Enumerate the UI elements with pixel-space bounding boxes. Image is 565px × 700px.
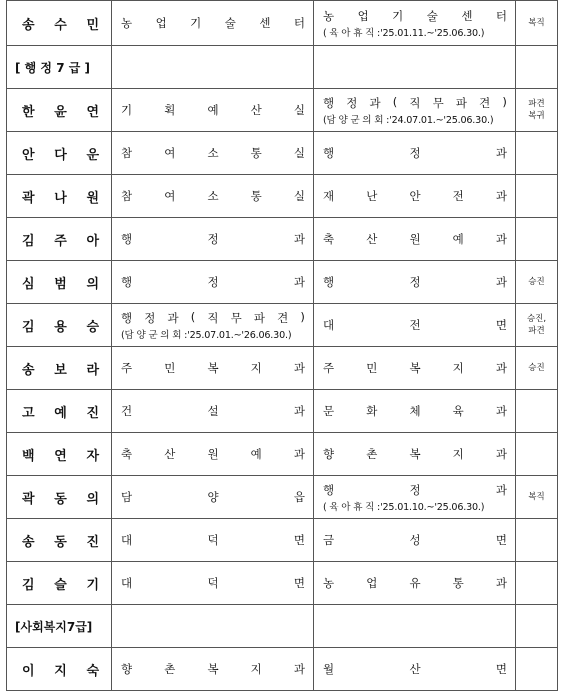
empty-cell xyxy=(516,605,558,648)
name-cell xyxy=(7,132,112,175)
table-row xyxy=(7,648,558,691)
new-post: 행 정 과 ( 직 무 파 견 ) xyxy=(121,309,305,325)
new-post-cell xyxy=(112,132,314,175)
person-name: 백 연 자 xyxy=(22,448,99,464)
old-post: 금 성 면 xyxy=(323,533,507,547)
person-name: 송 동 진 xyxy=(22,534,99,550)
name-cell xyxy=(7,1,112,46)
old-post-cell xyxy=(314,132,516,175)
person-name: 송 수 민 xyxy=(22,17,99,33)
person-name: 안 다 운 xyxy=(22,147,99,163)
name-cell xyxy=(7,218,112,261)
old-post: 행 정 과 xyxy=(323,482,507,497)
empty-cell xyxy=(516,46,558,89)
old-post: 향 촌 복 지 과 xyxy=(323,447,507,461)
note-cell xyxy=(516,1,558,46)
new-post: 향 촌 복 지 과 xyxy=(121,662,305,676)
new-post: 기 획 예 산 실 xyxy=(121,103,305,117)
new-post-cell xyxy=(112,390,314,433)
old-post-detail: (담 양 군 의 회 :'24.07.01.~'25.06.30.) xyxy=(323,114,494,126)
person-name: 이 지 숙 xyxy=(22,663,99,679)
old-post-cell xyxy=(314,347,516,390)
name-cell xyxy=(7,390,112,433)
old-post-cell xyxy=(314,89,516,132)
name-cell xyxy=(7,562,112,605)
name-cell xyxy=(7,433,112,476)
old-post: 행 정 과 xyxy=(323,275,507,289)
old-post: 농 업 기 술 센 터 xyxy=(323,8,507,23)
old-post-cell xyxy=(314,519,516,562)
new-post: 주 민 복 지 과 xyxy=(121,361,305,375)
new-post-cell xyxy=(112,648,314,691)
name-cell xyxy=(7,347,112,390)
table-row xyxy=(7,433,558,476)
old-post: 축 산 원 예 과 xyxy=(323,232,507,246)
empty-cell xyxy=(112,605,314,648)
new-post: 담 양 읍 xyxy=(121,490,305,504)
old-post-cell xyxy=(314,304,516,347)
person-name: 송 보 라 xyxy=(22,362,99,378)
table-row xyxy=(7,89,558,132)
old-post: 월 산 면 xyxy=(323,662,507,676)
note-text: 승진 xyxy=(528,277,545,287)
old-post-detail: ( 육 아 휴 직 :'25.01.10.~'25.06.30.) xyxy=(323,501,485,513)
note-cell xyxy=(516,433,558,476)
old-post: 재 난 안 전 과 xyxy=(323,189,507,203)
name-cell xyxy=(7,304,112,347)
person-name: 한 윤 연 xyxy=(22,104,99,120)
table-row xyxy=(7,562,558,605)
new-post-cell xyxy=(112,347,314,390)
note-text: 복직 xyxy=(528,492,545,502)
new-post: 대 덕 면 xyxy=(121,576,305,590)
table-row xyxy=(7,218,558,261)
new-post: 대 덕 면 xyxy=(121,533,305,547)
table-row xyxy=(7,476,558,519)
person-name: 김 슬 기 xyxy=(22,577,99,593)
note-cell xyxy=(516,347,558,390)
new-post-cell xyxy=(112,476,314,519)
new-post: 농 업 기 술 센 터 xyxy=(121,16,305,30)
old-post-cell xyxy=(314,175,516,218)
old-post-cell xyxy=(314,648,516,691)
note-cell xyxy=(516,476,558,519)
section-row xyxy=(7,46,558,89)
name-cell xyxy=(7,261,112,304)
new-post: 참 여 소 통 실 xyxy=(121,146,305,160)
personnel-table xyxy=(6,0,558,691)
person-name: 심 범 의 xyxy=(22,276,99,292)
old-post-cell xyxy=(314,433,516,476)
old-post: 대 전 면 xyxy=(323,318,507,332)
new-post: 건 설 과 xyxy=(121,404,305,418)
section-row xyxy=(7,605,558,648)
new-post-cell xyxy=(112,433,314,476)
note-cell xyxy=(516,132,558,175)
old-post-cell xyxy=(314,218,516,261)
new-post-cell xyxy=(112,519,314,562)
new-post-cell xyxy=(112,175,314,218)
old-post-cell xyxy=(314,261,516,304)
person-name: 곽 동 의 xyxy=(22,491,99,507)
person-name: 김 주 아 xyxy=(22,233,99,249)
new-post: 행 정 과 xyxy=(121,232,305,246)
name-cell xyxy=(7,175,112,218)
person-name: 곽 나 원 xyxy=(22,190,99,206)
table-row xyxy=(7,347,558,390)
note-cell xyxy=(516,175,558,218)
table-row xyxy=(7,175,558,218)
table-row xyxy=(7,261,558,304)
section-label: [ 행 정 7 급 ] xyxy=(7,46,112,89)
table-row xyxy=(7,304,558,347)
old-post: 행 정 과 ( 직 무 파 견 ) xyxy=(323,94,507,110)
note-text: 복직 xyxy=(528,18,545,28)
new-post-cell xyxy=(112,1,314,46)
empty-cell xyxy=(314,46,516,89)
old-post-cell xyxy=(314,562,516,605)
name-cell xyxy=(7,89,112,132)
new-post-cell xyxy=(112,304,314,347)
name-cell xyxy=(7,519,112,562)
section-label: [사회복지7급] xyxy=(7,605,112,648)
new-post-cell xyxy=(112,218,314,261)
table-row xyxy=(7,390,558,433)
note-cell xyxy=(516,89,558,132)
note-text: 승진 xyxy=(528,363,545,373)
note-cell xyxy=(516,648,558,691)
new-post: 행 정 과 xyxy=(121,275,305,289)
old-post: 농 업 유 통 과 xyxy=(323,576,507,590)
note-cell xyxy=(516,261,558,304)
note-cell xyxy=(516,390,558,433)
empty-cell xyxy=(112,46,314,89)
note-cell xyxy=(516,304,558,347)
note-text: 파견 복귀 xyxy=(528,99,545,121)
table-row xyxy=(7,1,558,46)
personnel-table-body xyxy=(7,1,558,691)
new-post: 참 여 소 통 실 xyxy=(121,189,305,203)
note-cell xyxy=(516,218,558,261)
note-text: 승진, 파견 xyxy=(526,314,547,336)
new-post-cell xyxy=(112,261,314,304)
empty-cell xyxy=(314,605,516,648)
old-post-cell xyxy=(314,1,516,46)
note-cell xyxy=(516,519,558,562)
new-post-detail: (담 양 군 의 회 :'25.07.01.~'26.06.30.) xyxy=(121,329,292,341)
table-row xyxy=(7,519,558,562)
name-cell xyxy=(7,476,112,519)
old-post-cell xyxy=(314,390,516,433)
new-post-cell xyxy=(112,89,314,132)
old-post: 행 정 과 xyxy=(323,146,507,160)
old-post: 문 화 체 육 과 xyxy=(323,404,507,418)
old-post-cell xyxy=(314,476,516,519)
person-name: 고 예 진 xyxy=(22,405,99,421)
note-cell xyxy=(516,562,558,605)
name-cell xyxy=(7,648,112,691)
old-post-detail: ( 육 아 휴 직 :'25.01.11.~'25.06.30.) xyxy=(323,27,485,39)
new-post-cell xyxy=(112,562,314,605)
new-post: 축 산 원 예 과 xyxy=(121,447,305,461)
table-row xyxy=(7,132,558,175)
person-name: 김 용 승 xyxy=(22,319,99,335)
old-post: 주 민 복 지 과 xyxy=(323,361,507,375)
